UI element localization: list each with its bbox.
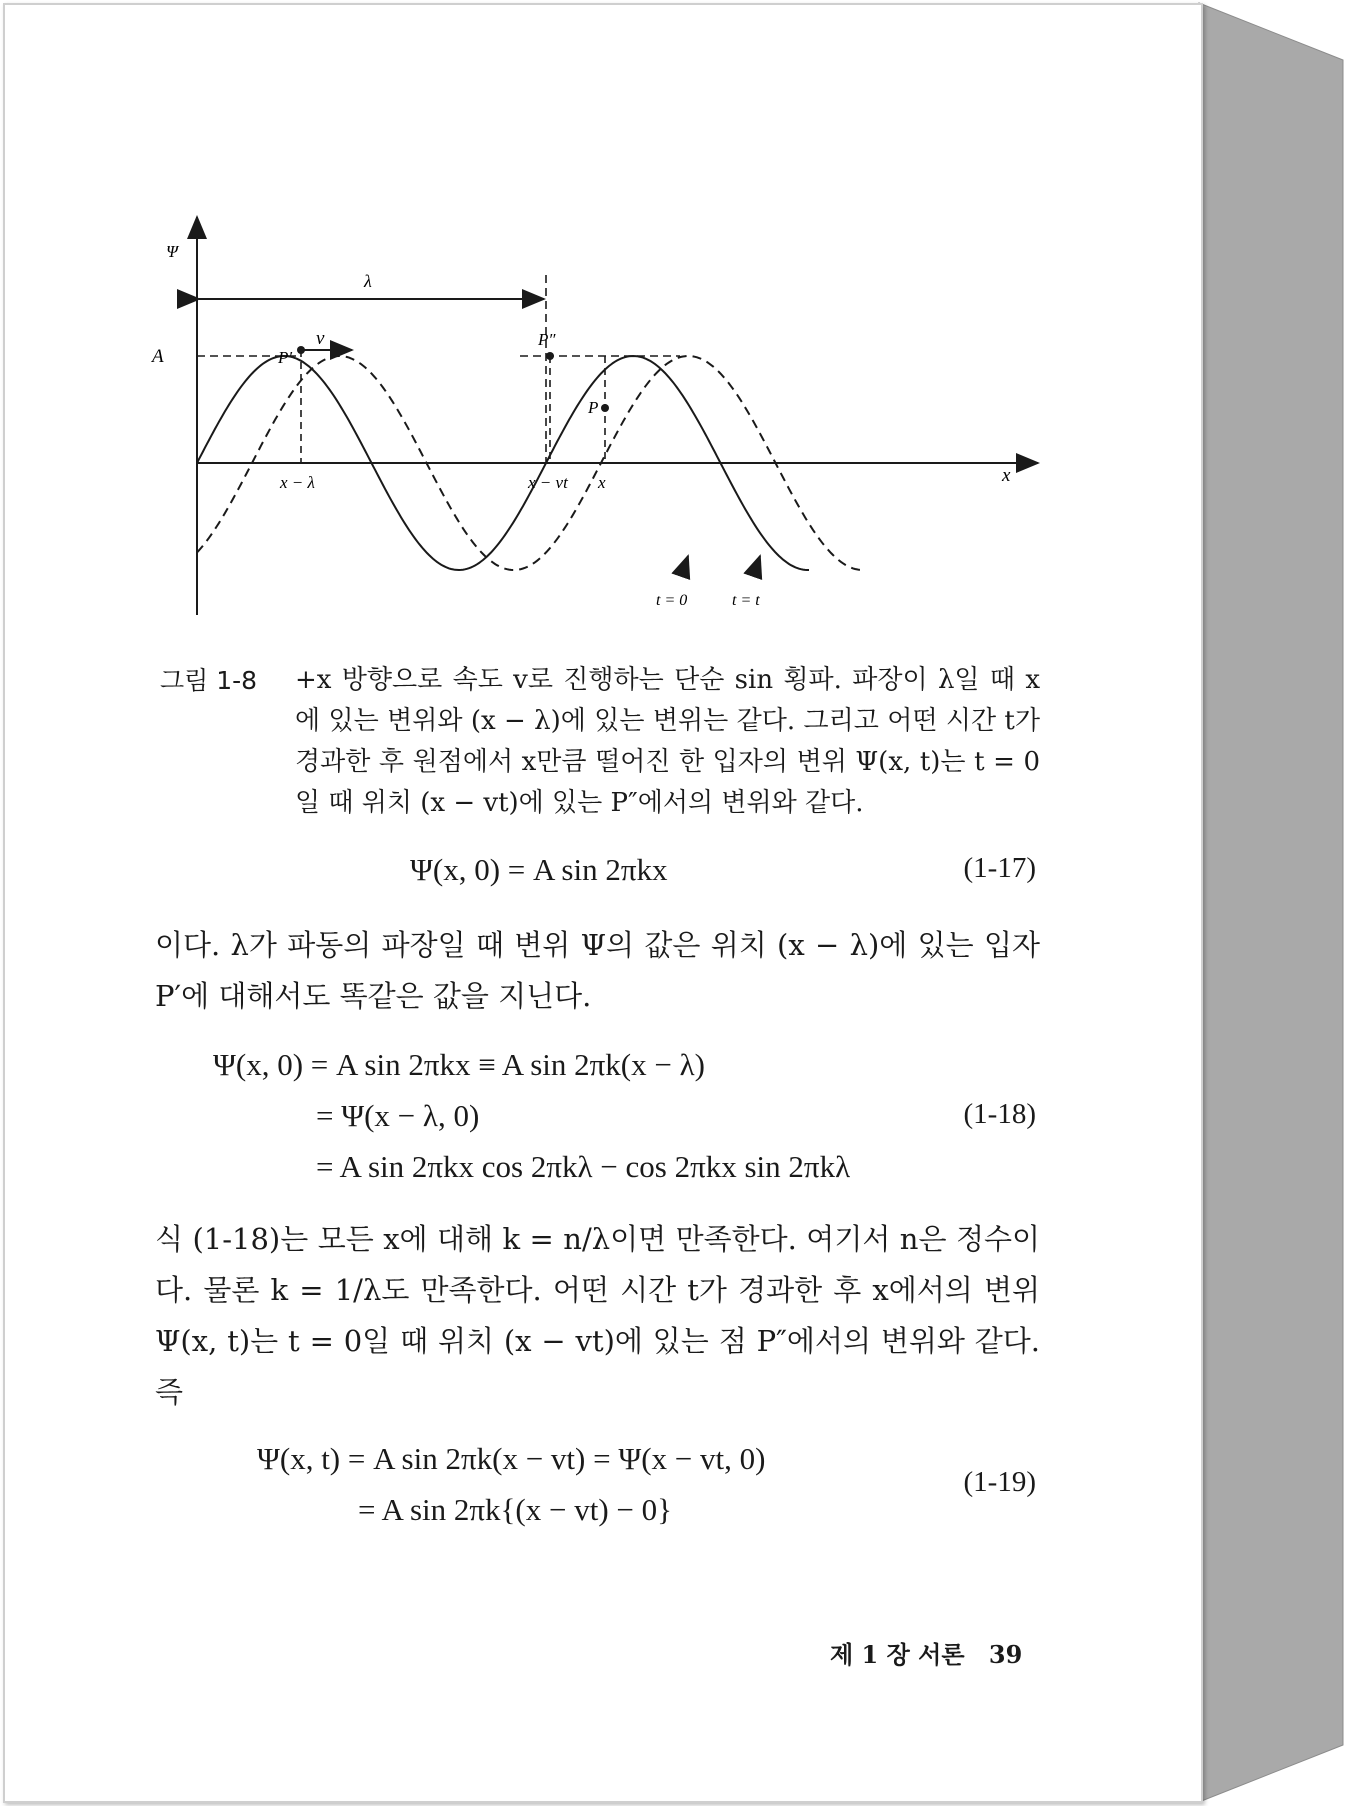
point-p [601,404,609,412]
page-number: 39 [988,1640,1023,1669]
equation-number-1-19: (1-19) [963,1466,1036,1498]
chapter-title: 제 1 장 서론 [830,1640,965,1669]
point-p-double-prime-label: P″ [538,330,556,349]
equation-1-17: Ψ(x, 0) = A sin 2πkx [410,852,668,887]
point-p-prime-label: P′ [278,348,293,367]
equation-1-19-line-2: = A sin 2πk{(x − vt) − 0} [358,1492,673,1527]
curve-tt-label: t = t [732,592,760,609]
y-axis-label: Ψ [166,242,178,261]
tick-x-minus-vt: x − vt [528,473,568,492]
page-footer [830,1635,1022,1670]
wave-figure [140,205,1060,645]
curve-t0-label: t = 0 [656,592,688,609]
tick-x: x [598,473,606,492]
tick-x-minus-lambda: x − λ [280,473,315,492]
paragraph-1: 이다. λ가 파동의 파장일 때 변위 Ψ의 값은 위치 (x − λ)에 있는 입자 P′에 대해서도 똑같은 값을 지닌다. [155,928,1040,1013]
point-p-label: P [588,398,599,417]
amplitude-label: A [152,346,164,367]
equation-1-18-line-1: Ψ(x, 0) = A sin 2πkx ≡ A sin 2πk(x − λ) [213,1047,705,1082]
caption-label: 그림 1-8 [160,666,258,695]
paragraph-2: 식 (1-18)는 모든 x에 대해 k = n/λ이면 만족한다. 여기서 n은 정수이다. 물론 k = 1/λ도 만족한다. 어떤 시간 t가 경과한 후 x에서의 변위 Ψ(x, t)는 t = 0일 때 위치 (x − vt)에 있는 점 P″에서의 변위와 같다. 즉 [155,1222,1040,1409]
caption-text: +x 방향으로 속도 v로 진행하는 단순 sin 횡파. 파장이 λ일 때 x에 있는 변위와 (x − λ)에 있는 변위는 같다. 그리고 어떤 시간 t가 경과한 후 원점에서 x만큼 떨어진 한 입자의 변위 Ψ(x, t)는 t = 0일 때 위치 (x − vt)에 있는 P″에서의 변위와 같다. [295,665,1040,818]
equation-1-18-line-2: = Ψ(x − λ, 0) [316,1098,480,1133]
equation-1-19-line-1: Ψ(x, t) = A sin 2πk(x − vt) = Ψ(x − vt, 0) [257,1441,766,1476]
x-axis-label: x [1002,465,1011,486]
figure-caption [160,660,1040,824]
equation-1-18-line-3: = A sin 2πkx cos 2πkλ − cos 2πkx sin 2πkλ [316,1149,851,1184]
point-p-double-prime [546,352,554,360]
wavelength-label: λ [364,271,372,291]
equation-number-1-18: (1-18) [963,1098,1036,1130]
velocity-label: v [316,328,325,349]
equation-number-1-17: (1-17) [963,852,1036,884]
